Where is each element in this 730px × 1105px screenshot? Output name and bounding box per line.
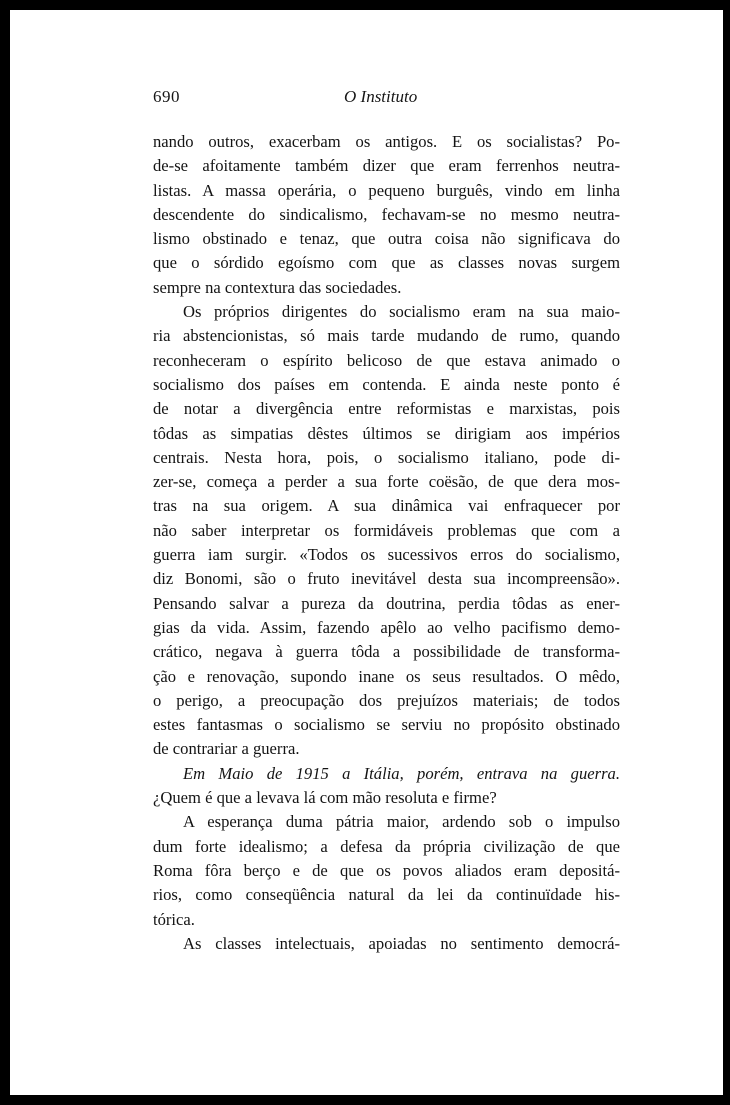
text-line: reconheceram o espírito belicoso de que estava animado o (153, 350, 620, 370)
running-title: O Instituto (344, 87, 418, 106)
text-line: não saber interpretar os formidáveis problemas que com a (153, 520, 620, 540)
italic-text: Em Maio de 1915 a Itália, porém, entrava na guerra. (183, 763, 620, 783)
text-line: dum forte idealismo; a defesa da própria civilização de que (153, 836, 620, 856)
text-line: ção e renovação, supondo inane os seus resultados. O mêdo, (153, 666, 620, 686)
text-line: crático, negava à guerra tôda a possibilidade de transforma- (153, 642, 620, 662)
text-line: de contrariar a guerra. (153, 739, 300, 759)
text-line: de-se afoitamente também dizer que eram ferrenhos neutra- (153, 156, 620, 176)
text-line: diz Bonomi, são o fruto inevitável desta sua incompreensão». (153, 569, 620, 589)
text-line: descendente do sindicalismo, fechavam-se no mesmo neutra- (153, 204, 620, 224)
italic-line (153, 762, 620, 786)
text-line: Pensando salvar a pureza da doutrina, perdia tôdas as ener- (153, 593, 620, 613)
text-line: o perigo, a preocupação dos prejuízos materiais; de todos (153, 690, 620, 710)
text-line: estes fantasmas o socialismo se serviu no propósito obstinado (153, 715, 620, 735)
text-line: tórica. (153, 909, 195, 929)
text-line: centrais. Nesta hora, pois, o socialismo italiano, pode di- (153, 447, 620, 467)
text-line: de notar a divergência entre reformistas e marxistas, pois (153, 399, 620, 419)
text-line: nando outros, exacerbam os antigos. E os socialistas? Po- (153, 132, 620, 151)
text-line: socialismo dos países em contenda. E ainda neste ponto é (153, 374, 620, 394)
text-line: zer-se, começa a perder a sua forte coësão, de que dera mos- (153, 472, 620, 492)
book-page (10, 10, 723, 1095)
text-line: ria abstencionistas, só mais tarde mudando de rumo, quando (153, 326, 620, 346)
text-line: As classes intelectuais, apoiadas no sentimento democrá- (183, 933, 620, 953)
text-line: que o sórdido egoísmo com que as classes novas surgem (153, 253, 620, 273)
text-line: lismo obstinado e tenaz, que outra coisa não significava do (153, 229, 620, 249)
text-line: guerra iam surgir. «Todos os sucessivos erros do socialismo, (153, 545, 620, 565)
text-line: sempre na contextura das sociedades. (153, 277, 402, 297)
page-header (10, 87, 723, 113)
page-number: 690 (153, 87, 180, 106)
text-line: tôdas as simpatias dêstes últimos se dirigiam aos impérios (153, 423, 620, 443)
text-line: rios, como conseqüência natural da lei da continuïdade his- (153, 885, 620, 905)
text-line: A esperança duma pátria maior, ardendo sob o impulso (183, 812, 620, 832)
text-line: Roma fôra berço e de que os povos aliados eram depositá- (153, 860, 620, 880)
text-line: gias da vida. Assim, fazendo apêlo ao velho pacifismo demo- (153, 617, 620, 637)
text-line: Os próprios dirigentes do socialismo eram na sua maio- (183, 302, 620, 322)
body-text (153, 130, 620, 956)
text-line: tras na sua origem. A sua dinâmica vai enfraquecer por (153, 496, 620, 516)
text-line: ¿Quem é que a levava lá com mão resoluta e firme? (153, 788, 497, 808)
text-line: listas. A massa operária, o pequeno burguês, vindo em linha (153, 180, 620, 200)
